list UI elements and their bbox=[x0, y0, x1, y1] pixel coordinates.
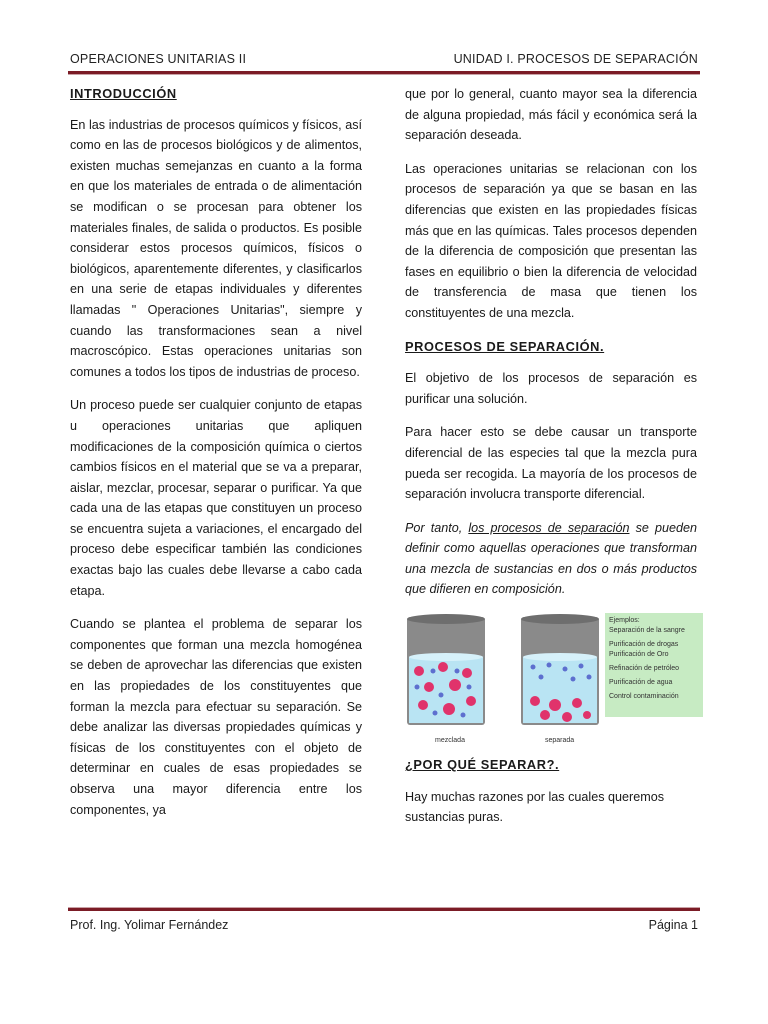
paragraph: El objetivo de los procesos de separación es purificar una solución. bbox=[405, 371, 697, 406]
paragraph: Las operaciones unitarias se relacionan con los procesos de separación ya que se basan en las diferencias que existen en las propiedades físicas más que en las químicas. Tales procesos dependen de la diferencia de composición que presentan las fases en equilibrio o bien la diferencia de velocidad de transferencia de masa que tienen los constituyentes de una mezcla. bbox=[405, 161, 697, 320]
example-item: Purificación de drogas Purificación de Oro bbox=[609, 641, 679, 659]
paragraph: Para hacer esto se debe causar un transporte diferencial de las especies tal que la mezcla pura pueda ser recogida. La mayoría de los procesos de separación involucra transporte diferencial. bbox=[405, 425, 697, 502]
header-rule bbox=[68, 71, 700, 75]
definition-intro: Por tanto, bbox=[405, 520, 469, 535]
example-item: Refinación de petróleo bbox=[609, 665, 680, 673]
example-item: Control contaminación bbox=[609, 693, 679, 701]
footer-author: Prof. Ing. Yolimar Fernández bbox=[70, 918, 229, 932]
definition-term: los procesos de separación bbox=[468, 520, 630, 535]
paragraph: Hay muchas razones por las cuales queremos sustancias puras. bbox=[405, 789, 664, 825]
paragraph: En las industrias de procesos químicos y físicos, así como en las de procesos biológicos y de alimentos, existen muchas semejanzas en cuanto a la forma en que los materiales de entrada o de alimentación se modifican o se procesan para obtener los materiales finales, de salida o productos. Es posible considerar estos procesos químicos, físicos o biológicos, aparentemente diferentes, y clasificarlos en una serie de etapas individuales y diferentes llamadas " Operaciones Unitarias", siempre y cuando las transformaciones sean a nivel macroscópico. Estas operaciones unitarias son comunes a todos los tipos de industrias de proceso. bbox=[70, 117, 362, 379]
caption-separated: separada bbox=[545, 737, 575, 745]
example-item: Purificación de agua bbox=[609, 679, 673, 687]
paragraph: Cuando se plantea el problema de separar los componentes que forman una mezcla homogénea se deben de aprovechar las diferencias que existen en las propiedades de los constituyentes que forman la mezcla para efectuar su separación. Se debe analizar las diversas propiedades químicas y físicas de los constituyentes con el objeto de determinar en cuales de esas propiedades se observa una mayor diferencia entre los componentes, ya bbox=[70, 617, 362, 817]
examples-title: Ejemplos: bbox=[609, 617, 640, 625]
left-column bbox=[70, 84, 362, 833]
heading-por-que-separar: ¿POR QUÉ SEPARAR?. bbox=[405, 757, 560, 773]
mixed-beaker bbox=[407, 614, 485, 725]
definition-paragraph bbox=[405, 518, 697, 600]
beakers-illustration bbox=[405, 613, 605, 743]
right-column bbox=[405, 84, 697, 841]
separated-beaker bbox=[521, 614, 599, 725]
header-unit-title: UNIDAD I. PROCESOS DE SEPARACIÓN bbox=[453, 52, 698, 66]
footer-rule bbox=[68, 907, 700, 911]
header-course-title: OPERACIONES UNITARIAS II bbox=[70, 52, 247, 66]
example-item: Separación de la sangre bbox=[609, 627, 685, 635]
examples-box bbox=[605, 613, 703, 717]
footer-page-number: Página 1 bbox=[648, 918, 698, 932]
definition-body: se pueden definir como aquellas operaciones que transforman una mezcla de sustancias en dos o más productos que difieren en composición. bbox=[405, 520, 698, 597]
heading-procesos-separacion: PROCESOS DE SEPARACIÓN. bbox=[405, 338, 605, 354]
heading-introduccion: INTRODUCCIÓN bbox=[70, 86, 177, 101]
separation-figure bbox=[405, 613, 701, 743]
paragraph: que por lo general, cuanto mayor sea la diferencia de alguna propiedad, más fácil y económica será la separación deseada. bbox=[405, 87, 697, 143]
paragraph: Un proceso puede ser cualquier conjunto de etapas u operaciones unitarias que apliquen modificaciones de la composición química o ciertos cambios físicos en el material que se va a preparar, aislar, mezclar, procesar, separar o purificar. Ya que cada una de las etapas que constituyen un proceso se encuentra sujeta a variaciones, el encargado del proceso debe especificar también las condiciones exactas bajo las cuales debe llevarse a cabo cada etapa. bbox=[70, 398, 362, 598]
caption-mixed: mezclada bbox=[435, 737, 465, 745]
